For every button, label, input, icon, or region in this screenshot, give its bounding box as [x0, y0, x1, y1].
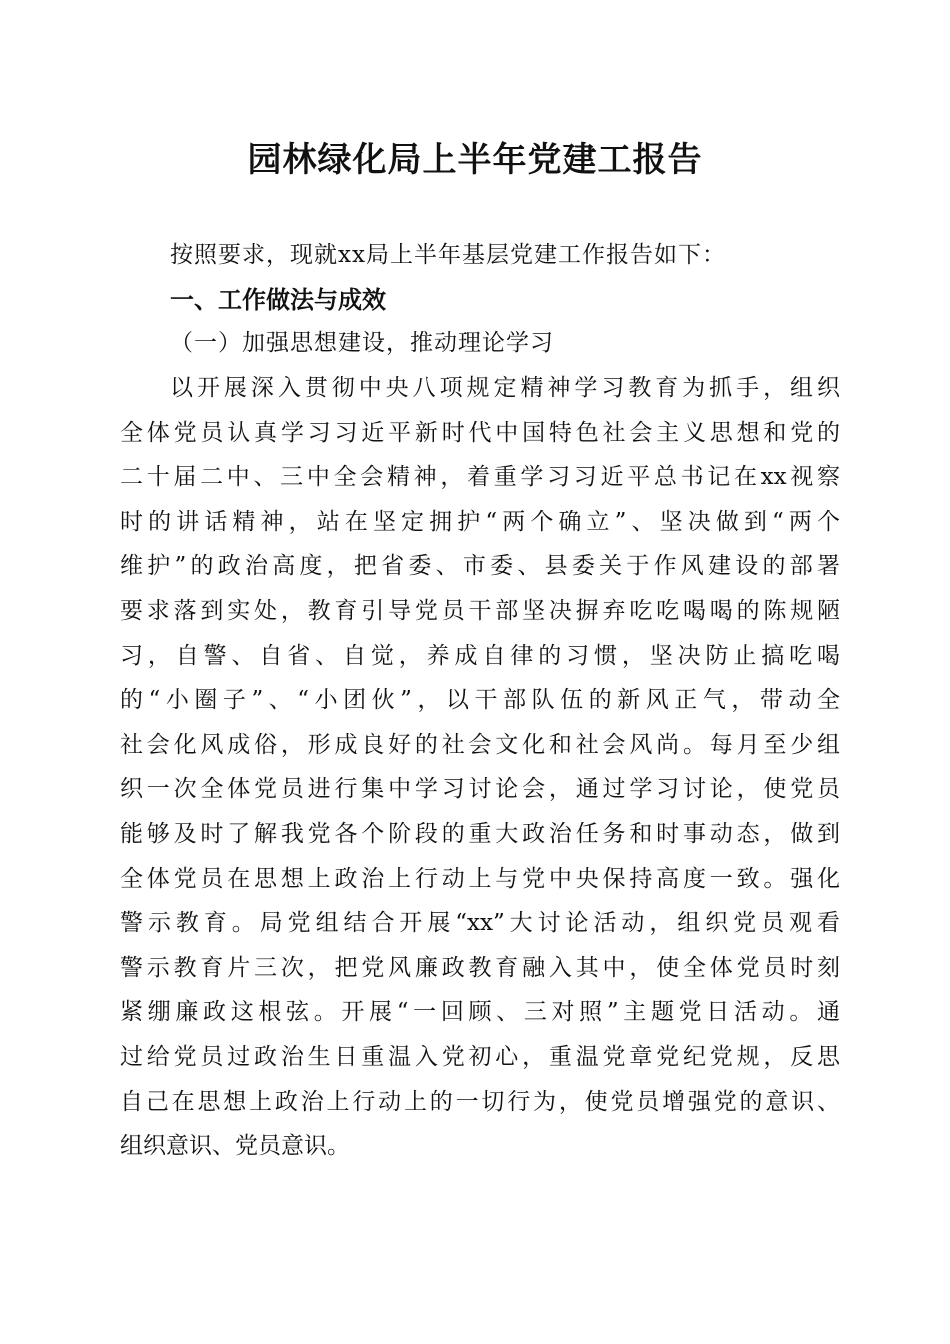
paragraph-line: 自己在思想上政治上行动上的一切行为，使党员增强党的意识、 — [120, 1088, 840, 1115]
paragraph-line: 织一次全体党员进行集中学习讨论会，通过学习讨论，使党员 — [120, 776, 840, 803]
paragraph-line: 的“小圈子”、“小团伙”，以干部队伍的新风正气，带动全 — [120, 687, 840, 714]
paragraph-line: 要求落到实处，教育引导党员干部坚决摒弃吃吃喝喝的陈规陋 — [120, 597, 840, 624]
body-paragraph — [120, 366, 840, 1169]
paragraph-line: 二十届二中、三中全会精神，着重学习习近平总书记在xx视察 — [120, 464, 840, 491]
paragraph-line: 以开展深入贯彻中央八项规定精神学习教育为抓手，组织 — [170, 375, 840, 401]
document-title: 园林绿化局上半年党建工报告 — [247, 140, 703, 180]
paragraph-line: 时的讲话精神，站在坚定拥护“两个确立”、坚决做到“两个 — [120, 508, 840, 535]
subsection-heading: （一）加强思想建设，推动理论学习 — [170, 330, 554, 356]
paragraph-line: 全体党员在思想上政治上行动上与党中央保持高度一致。强化 — [120, 865, 840, 892]
paragraph-line: 紧绷廉政这根弦。开展“一回顾、三对照”主题党日活动。通 — [120, 999, 840, 1026]
paragraph-line: 过给党员过政治生日重温入党初心，重温党章党纪党规，反思 — [120, 1043, 840, 1070]
paragraph-line: 习，自警、自省、自觉，养成自律的习惯，坚决防止搞吃喝 — [120, 642, 840, 669]
paragraph-line: 全体党员认真学习习近平新时代中国特色社会主义思想和党的 — [120, 419, 840, 446]
paragraph-line: 警示教育。局党组结合开展“xx”大讨论活动，组织党员观看 — [120, 910, 840, 937]
section-heading: 一、工作做法与成效 — [170, 286, 386, 314]
intro-paragraph: 按照要求，现就xx局上半年基层党建工作报告如下： — [170, 242, 726, 268]
paragraph-line: 能够及时了解我党各个阶段的重大政治任务和时事动态，做到 — [120, 820, 840, 847]
paragraph-line: 社会化风成俗，形成良好的社会文化和社会风尚。每月至少组 — [120, 731, 840, 758]
paragraph-line: 维护”的政治高度，把省委、市委、县委关于作风建设的部署 — [120, 553, 840, 580]
paragraph-line: 警示教育片三次，把党风廉政教育融入其中，使全体党员时刻 — [120, 954, 840, 981]
paragraph-line: 组织意识、党员意识。 — [120, 1133, 350, 1160]
